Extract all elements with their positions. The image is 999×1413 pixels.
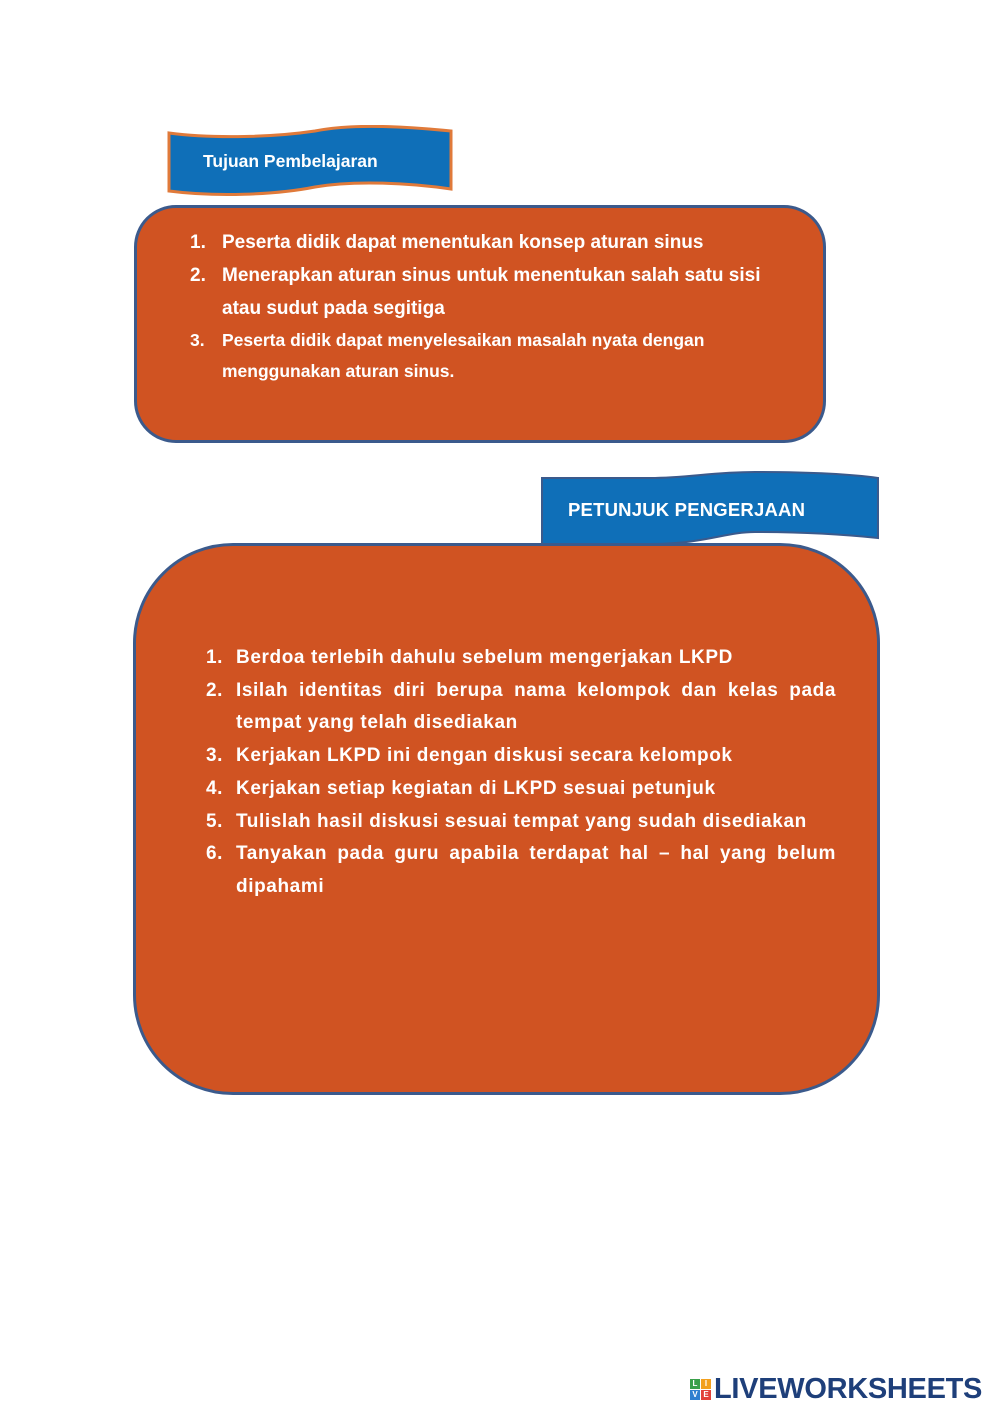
item-number: 3. — [206, 745, 224, 767]
list-item — [206, 838, 836, 903]
list-item — [190, 325, 790, 387]
item-text: Kerjakan setiap kegiatan di LKPD sesuai petunjuk — [236, 777, 716, 799]
item-text: Isilah identitas diri berupa nama kelompok dan kelas pada tempat yang telah disediakan — [236, 679, 836, 734]
item-number: 2. — [190, 265, 206, 286]
item-number: 6. — [206, 843, 224, 865]
list-item — [206, 642, 836, 675]
item-number: 1. — [206, 647, 224, 668]
logo-text: LIVEWORKSHEETS — [714, 1372, 983, 1405]
instructions-banner — [540, 470, 880, 548]
logo-letter: E — [701, 1390, 711, 1400]
item-text: Peserta didik dapat menentukan konsep aturan sinus — [222, 232, 704, 253]
logo-letter: L — [690, 1379, 700, 1389]
item-text: Tanyakan pada guru apabila terdapat hal – hal yang belum dipahami — [236, 843, 836, 897]
item-text: Tulislah hasil diskusi sesuai tempat yang sudah disediakan — [236, 810, 807, 832]
learning-goals-banner — [165, 125, 455, 197]
item-number: 5. — [206, 810, 224, 832]
item-text: Peserta didik dapat menyelesaikan masalah nyata dengan menggunakan aturan sinus. — [222, 330, 705, 381]
list-item — [206, 740, 836, 773]
banner-title: PETUNJUK PENGERJAAN — [568, 499, 806, 520]
item-text: Kerjakan LKPD ini dengan diskusi secara kelompok — [236, 745, 733, 767]
list-item — [206, 675, 836, 740]
list-item — [190, 259, 790, 325]
liveworksheets-logo[interactable] — [690, 1372, 982, 1406]
item-number: 1. — [190, 232, 206, 253]
list-item — [206, 806, 836, 839]
item-number: 4. — [206, 777, 224, 799]
item-text: Menerapkan aturan sinus untuk menentukan salah satu sisi atau sudut pada segitiga — [222, 265, 761, 319]
instructions-list — [206, 642, 836, 904]
item-number: 3. — [190, 330, 205, 350]
item-number: 2. — [206, 679, 224, 701]
item-text: Berdoa terlebih dahulu sebelum mengerjakan LKPD — [236, 647, 733, 668]
logo-icon — [690, 1379, 711, 1400]
logo-letter: I — [701, 1379, 711, 1389]
list-item — [206, 773, 836, 806]
list-item — [190, 226, 790, 259]
logo-letter: V — [690, 1390, 700, 1400]
banner-title: Tujuan Pembelajaran — [203, 151, 378, 171]
learning-goals-list — [190, 226, 790, 387]
